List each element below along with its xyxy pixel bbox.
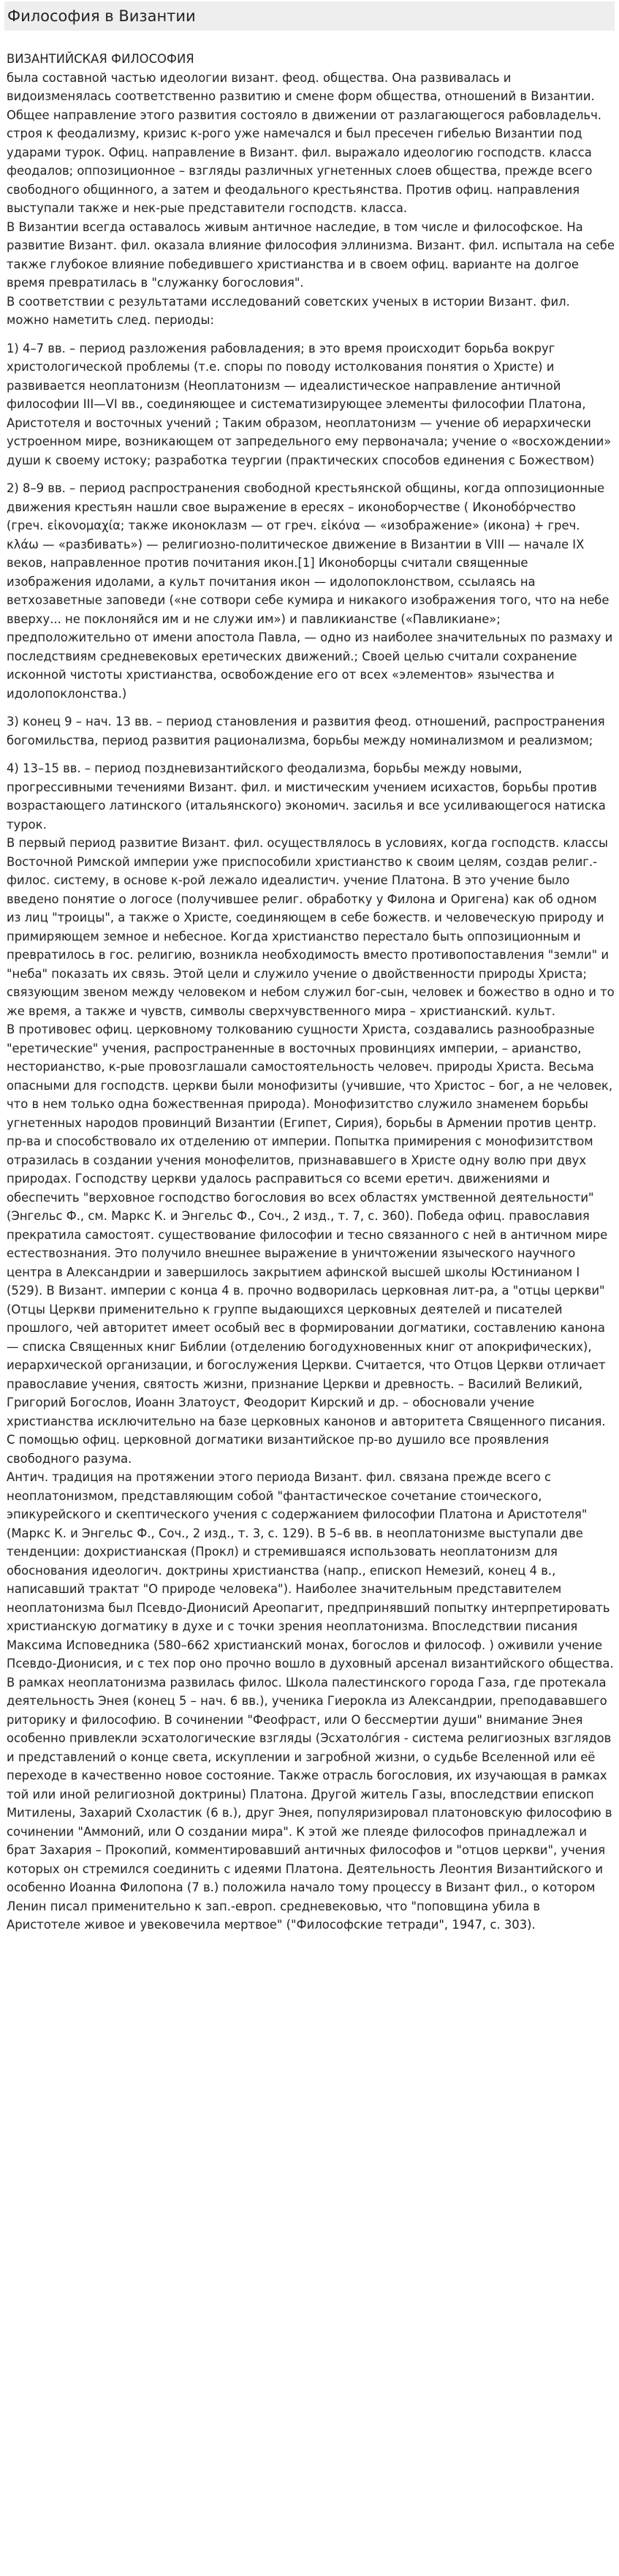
page-title: Философия в Византии xyxy=(7,7,196,25)
page-title-bar xyxy=(4,1,615,31)
article-body xyxy=(4,50,615,1935)
period-1-paragraph: 1) 4–7 вв. – период разложения рабовладения; в это время происходит борьба вокруг христологической проблемы (т.е. споры по поводу истолкования понятия о Христе) и развивается неоплатонизм (Неоплатонизм — идеалистическое направление античной философии III—VI вв., соединяющее и систематизирующее элементы философии Платона, Аристотеля и восточных учений ; Таким образом, неоплатонизм — учение об иерархически устроенном мире, возникающем от запредельного ему первоначала; учение о «восхождении» души к своему истоку; разработка теургии (практических способов единения с Божеством) xyxy=(7,341,612,467)
article-intro: была составной частью идеологии визант. феод. общества. Она развивалась и видоизменялась соответственно развитию и смене форм общества, отношений в Византии. Общее направление этого развития состояло в движении от разлагающегося рабовладельч. строя к феодализму, кризис к-рого уже намечался и был пресечен гибелью Византии под ударами турок. Офиц. направление в Визант. фил. выражало идеологию господств. класса феодалов; оппозиционное – взгляды различных угнетенных слоев общества, прежде всего свободного общинного, а затем и феодального крестьянства. Против офиц. направления выступали также и нек-рые представители господств. класса. В Византии всегда оставалось живым античное наследие, в том числе и философское. На развитие Визант. фил. оказала влияние философия эллинизма. Визант. фил. испытала на себе также глубокое влияние победившего христианства и в своем офиц. варианте на долгое время превратилась в "служанку богословия". В соответствии с результатами исследований советских ученых в истории Визант. фил. можно наметить след. периоды: xyxy=(7,70,615,327)
period-2-paragraph: 2) 8–9 вв. – период распространения свободной крестьянской общины, когда оппозиционные движения крестьян нашли свое выражение в ересях – иконоборчестве ( Иконобо́рчество (греч. εἰκονομαχία; также иконоклазм — от греч. εἰκόνα — «изображение» (икона) + греч. κλάω — «разбивать») — религиозно-политическое движение в Византии в VIII — начале IX веков, направленное против почитания икон.[1] Иконоборцы считали священные изображения идолами, а культ почитания икон — идолопоклонством, ссылаясь на ветхозаветные заповеди («не сотвори себе кумира и никакого изображения того, что на небе вверху... не поклоняйся им и не служи им») и павликианстве («Павликиане»; предположительно от имени апостола Павла, — одно из наиболее значительных по размаху и последствиям средневековых еретических движений.; Своей целью считали сохранение исконной чистоты христианства, освобождение его от всех «элементов» язычества и идолопоклонства.) xyxy=(7,481,613,701)
period-4-paragraph: 4) 13–15 вв. – период поздневизантийского феодализма, борьбы между новыми, прогрессивными течениями Визант. фил. и мистическим учением исихастов, борьбы против возрастающего латинского (итальянского) экономич. засилья и все усиливающегося натиска турок. В первый период развитие Визант. фил. осуществлялось в условиях, когда господств. классы Восточной Римской империи уже приспособили христианство к своим целям, создав религ.-филос. систему, в основе к-рой лежало идеалистич. учение Платона. В это учение было введено понятие о логосе (получившее религ. обработку у Филона и Оригена) как об одном из лиц "троицы", а также о Христе, соединяющем в себе божеств. и человеческую природу и примиряющем земное и небесное. Когда христианство перестало быть оппозиционным и превратилось в гос. религию, возникла необходимость вместо противопоставления "земли" и "неба" показать их связь. Этой цели и служило учение о двойственности природы Христа; связующим звеном между человеком и небом служил бог-сын, человек и божество в одно и то же время, а также и чувств, символы сверхчувственного мира – христианский. культ. В противовес офиц. церковному толкованию сущности Христа, создавались разнообразные "еретические" учения, распространенные в восточных провинциях империи, – арианство, несторианство, к-рые провозглашали самостоятельность человеч. природы Христа. Весьма опасными для господств. церкви были монофизиты (учившие, что Христос – бог, а не человек, что в нем только одна божественная природа). Монофизитство служило знаменем борьбы угнетенных народов провинций Византии (Египет, Сирия), борьбы в Армении против центр. пр-ва и способствовало их отделению от империи. Попытка примирения с монофизитством отразилась в создании учения монофелитов, признававшего в Христе одну волю при двух природах. Господству церкви удалось расправиться со всеми еретич. движениями и обеспечить "верховное господство богословия во всех областях умственной деятельности" (Энгельс Ф., см. Маркс К. и Энгельс Ф., Соч., 2 изд., т. 7, с. 360). Победа офиц. православия прекратила самостоят. существование философии и тесно связанного с ней в античном мире естествознания. Это получило внешнее выражение в уничтожении языческого научного центра в Александрии и завершилось закрытием афинской высшей школы Юстинианом I (529). В Визант. империи с конца 4 в. прочно водворилась церковная лит-ра, а "отцы церкви" (Отцы Церкви применительно к группе выдающихся церковных деятелей и писателей прошлого, чей авторитет имеет особый вес в формировании догматики, составлению канона — списка Священных книг Библии (отделению богодухновенных книг от апокрифических), иерархической организации, и богослужения Церкви. Считается, что Отцов Церкви отличает правоcлавие учения, святость жизни, признание Церкви и древность. – Василий Великий, Григорий Богослов, Иоанн Златоуст, Феодорит Кирский и др. – обосновали учение христианства исключительно на базе церковных канонов и авторитета Священного писания. С помощью офиц. церковной догматики византийское пр-во душило все проявления свободного разума. Антич. традиция на протяжении этого периода Визант. фил. связана прежде всего с неоплатонизмом, представляющим собой "фантастическое сочетание стоического, эпикурейского и скептического учения с содержанием философии Платона и Аристотеля" (Маркс К. и Энгельс Ф., Соч., 2 изд., т. 3, с. 129). В 5–6 вв. в неоплатонизме выступали две тенденции: дохристианская (Прокл) и стремившаяся использовать неоплатонизм для обоснования идеологич. доктрины христианства (напр., епископ Немезий, конец 4 в., написавший трактат "О природе человека"). Наиболее значительным представителем неоплатонизма был Псевдо-Дионисий Ареопагит, предпринявший попытку интерпретировать христианскую догматику в духе и с точки зрения неоплатонизма. Впоследствии писания Максима Исповедника (580–662 христианский монах, богослов и философ. ) оживили учение Псевдо-Дионисия, и с тех пор оно прочно вошло в духовный арсенал византийского общества. В рамках неоплатонизма развилась филос. Школа палестинского города Газа, где протекала деятельность Энея (конец 5 – нач. 6 вв.), ученика Гиерокла из Александрии, преподававшего риторику и философию. В сочинении "Феофраст, или О бессмертии души" внимание Энея особенно привлекли эсхатологические взгляды (Эсхатоло́гия - система религиозных взглядов и представлений о конце света, искуплении и загробной жизни, о судьбе Вселенной или её переходе в качественно новое состояние. Также отрасль богословия, их изучающая в рамках той или иной религиозной доктрины) Платона. Другой житель Газы, впоследствии епископ Митилены, Захарий Схоластик (6 в.), друг Энея, популяризировал платоновскую философию в сочинении "Аммоний, или О создании мира". К этой же плеяде философов принадлежал и брат Захария – Прокопий, комментировавший античных философов и "отцов церкви", учения которых он стремился соединить с идеями Платона. Деятельность Леонтия Византийского и особенно Иоанна Филопона (7 в.) положила начало тому процессу в Визант фил., о котором Ленин писал применительно к зап.-европ. средневековью, что "поповщина убила в Аристотеле живое и увековечила мертвое" ("Философские тетради", 1947, с. 303). xyxy=(7,761,615,1932)
period-3-paragraph: 3) конец 9 – нач. 13 вв. – период становления и развития феод. отношений, распространения богомильства, период развития рационализма, борьбы между номинализмом и реализмом; xyxy=(7,715,605,747)
article-heading: ВИЗАНТИЙСКАЯ ФИЛОСОФИЯ xyxy=(7,52,194,66)
